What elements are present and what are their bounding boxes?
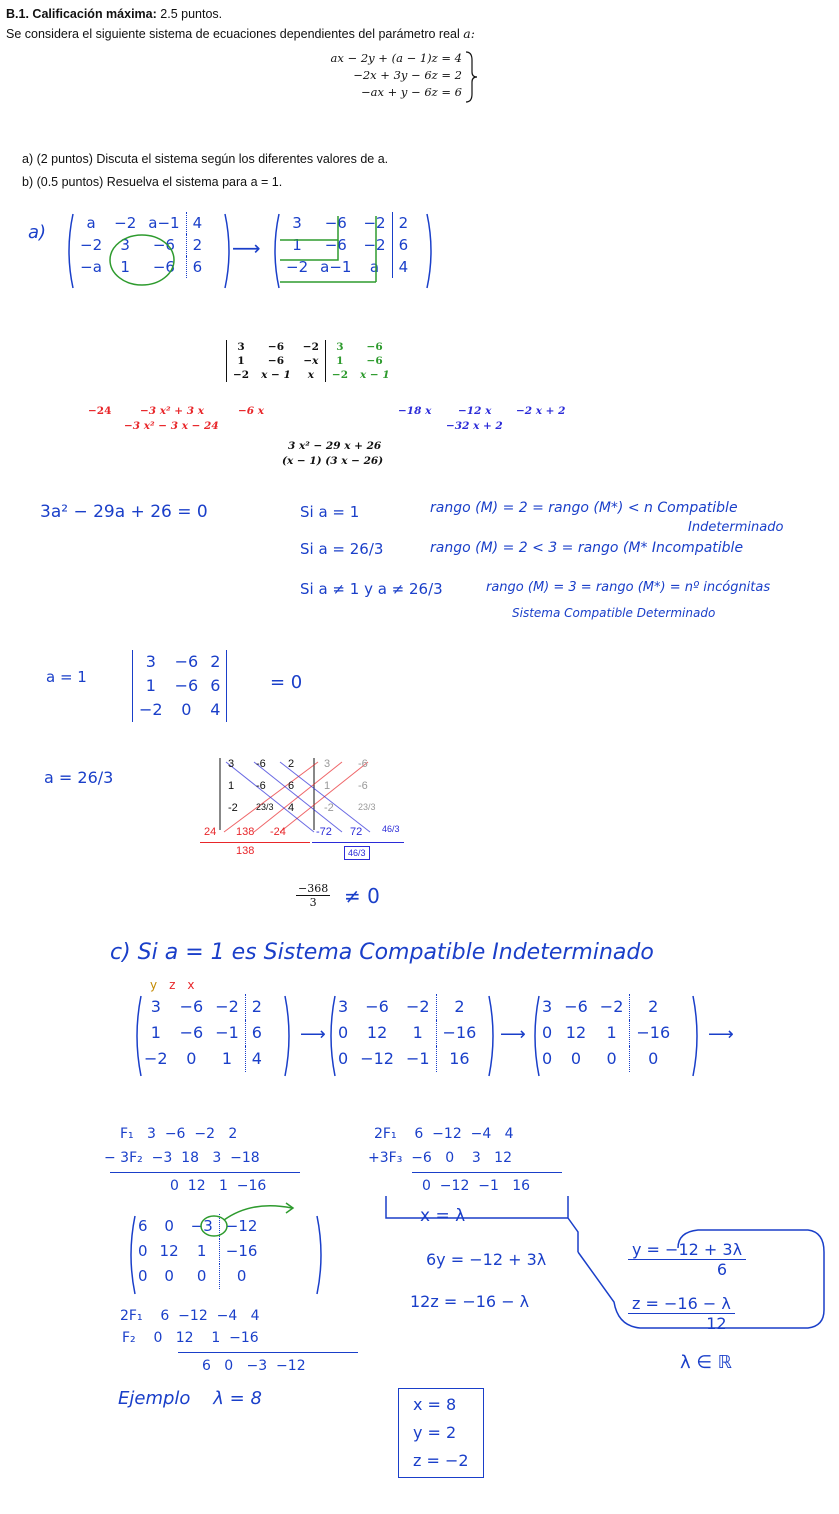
red-term-2: −3 x² + 3 x bbox=[140, 405, 204, 417]
c-arrow-2: ⟶ bbox=[500, 1024, 526, 1045]
sol-z: z = −16 − λ 12 bbox=[628, 1294, 735, 1333]
op3-line1: 2F₁ 6 −12 −4 4 bbox=[120, 1308, 260, 1324]
blue-total: 46/3 bbox=[344, 846, 370, 860]
blue-sum: −32 x + 2 bbox=[446, 420, 503, 432]
part-b-statement: b) (0.5 puntos) Resuelva el sistema para a = 1. bbox=[22, 175, 283, 189]
op2-result: 0 −12 −1 16 bbox=[422, 1178, 531, 1194]
det-a263-relation: ≠ 0 bbox=[344, 884, 380, 908]
column-labels: yzx bbox=[150, 978, 207, 992]
transform-arrow: ⟶ bbox=[232, 236, 261, 260]
system-brace bbox=[464, 50, 480, 104]
equation-2: −2x + 3y − 6z = 2 bbox=[353, 68, 462, 82]
det-equation: 3a² − 29a + 26 = 0 bbox=[40, 502, 208, 522]
op3-line2: F₂ 0 12 1 −16 bbox=[122, 1330, 259, 1346]
sol-x: x = λ bbox=[420, 1206, 466, 1226]
green-minor-box bbox=[278, 214, 388, 286]
augmented-matrix-1: a −2 a−1 4 −2 3 −6 2 −a 1 −6 6 bbox=[70, 212, 208, 278]
c-matrix-b: 3 −6 −2 2 0 12 1 −16 0 −12 −1 16 bbox=[332, 994, 482, 1072]
op3-result: 6 0 −3 −12 bbox=[202, 1358, 306, 1374]
equation-3: −ax + y − 6z = 6 bbox=[360, 85, 462, 99]
det-a1: 3 −6 2 1 −6 6 −2 0 4 bbox=[132, 650, 227, 722]
case-3-text-2: Sistema Compatible Determinado bbox=[512, 606, 716, 620]
case-3-text: rango (M) = 3 = rango (M*) = nº incógnitas bbox=[486, 580, 771, 595]
case-1-text: rango (M) = 2 = rango (M*) < n Compatible bbox=[430, 500, 738, 516]
blue-val-1: -72 bbox=[316, 826, 332, 838]
op1-line1: F₁ 3 −6 −2 2 bbox=[120, 1126, 238, 1142]
case-1-text-2: Indeterminado bbox=[688, 520, 784, 535]
sarrus-determinant: 3 −6 −2 3 −6 1 −6 −x 1 −6 −2 x − 1 x −2 x − 1 bbox=[226, 340, 396, 382]
det-a1-result: = 0 bbox=[270, 672, 303, 693]
op3-rule bbox=[178, 1352, 358, 1353]
sol-param: λ ∈ ℝ bbox=[680, 1352, 733, 1373]
red-sum: −3 x² − 3 x − 24 bbox=[124, 420, 219, 432]
op2-rule bbox=[412, 1172, 562, 1173]
case-2-condition: Si a = 26/3 bbox=[300, 540, 384, 558]
c-arrow-3: ⟶ bbox=[708, 1024, 734, 1045]
red-total: 138 bbox=[236, 845, 255, 857]
blue-rule bbox=[312, 842, 404, 843]
det-a263-value: −368 3 bbox=[298, 882, 329, 909]
det-a263-grid: 3 -6 2 3 -6 1 -6 6 1 -6 -2 23/3 4 -2 23/3 bbox=[218, 758, 408, 838]
red-term-1: −24 bbox=[88, 405, 112, 417]
red-val-2: 138 bbox=[236, 826, 255, 838]
minor-circle bbox=[108, 232, 178, 290]
example-label: Ejemplo λ = 8 bbox=[118, 1388, 262, 1409]
part-a-statement: a) (2 puntos) Discuta el sistema según los diferentes valores de a. bbox=[22, 152, 389, 166]
problem-number: B.1. bbox=[6, 7, 29, 21]
example-box: x = 8 y = 2 z = −2 bbox=[398, 1388, 484, 1478]
blue-val-3: 46/3 bbox=[382, 824, 400, 834]
part-c-heading: c) Si a = 1 es Sistema Compatible Indeterminado bbox=[110, 940, 654, 965]
det-a263-label: a = 26/3 bbox=[44, 768, 114, 787]
det-a1-label: a = 1 bbox=[46, 668, 87, 686]
op1-line2: − 3F₂ −3 18 3 −18 bbox=[104, 1150, 260, 1166]
det-factored: (x − 1) (3 x − 26) bbox=[282, 455, 384, 467]
blue-term-2: −12 x bbox=[458, 405, 492, 417]
red-val-1: 24 bbox=[204, 826, 217, 838]
c-matrix-d: 6 0 −3 −12 0 12 1 −16 0 0 0 0 bbox=[132, 1214, 263, 1289]
c-matrix-c: 3 −6 −2 2 0 12 1 −16 0 0 0 0 bbox=[536, 994, 676, 1072]
case-3-condition: Si a ≠ 1 y a ≠ 26/3 bbox=[300, 580, 443, 598]
op1-result: 0 12 1 −16 bbox=[170, 1178, 267, 1194]
sol-y: y = −12 + 3λ 6 bbox=[628, 1240, 746, 1279]
problem-intro: Se considera el siguiente sistema de ecuaciones dependientes del parámetro real a: bbox=[6, 26, 475, 41]
grade-label: Calificación máxima: bbox=[32, 7, 157, 21]
case-2-text: rango (M) = 2 < 3 = rango (M* Incompatible bbox=[430, 540, 744, 556]
pivot-arrow bbox=[192, 1200, 312, 1240]
problem-header bbox=[6, 6, 222, 22]
sol-12z: 12z = −16 − λ bbox=[410, 1292, 530, 1311]
blue-term-3: −2 x + 2 bbox=[516, 405, 566, 417]
hand-label-a: a) bbox=[28, 222, 47, 243]
op2-line1: 2F₁ 6 −12 −4 4 bbox=[374, 1126, 514, 1142]
augmented-matrix-2: 3 −6 −2 2 1 −6 −2 6 −2 a−1 a 4 bbox=[276, 212, 414, 278]
blue-val-2: 72 bbox=[350, 826, 363, 838]
grade-value: 2.5 puntos. bbox=[160, 7, 223, 21]
sol-6y: 6y = −12 + 3λ bbox=[426, 1250, 547, 1269]
case-1-condition: Si a = 1 bbox=[300, 503, 360, 521]
det-polynomial: 3 x² − 29 x + 26 bbox=[288, 440, 382, 452]
blue-term-1: −18 x bbox=[398, 405, 432, 417]
op2-line2: +3F₃ −6 0 3 12 bbox=[368, 1150, 512, 1166]
equation-system bbox=[282, 50, 462, 101]
equation-1: ax − 2y + (a − 1)z = 4 bbox=[330, 51, 462, 65]
red-val-3: -24 bbox=[270, 826, 286, 838]
c-matrix-a: 3 −6 −2 2 1 −6 −1 6 −2 0 1 4 bbox=[138, 994, 268, 1072]
red-rule bbox=[200, 842, 310, 843]
c-arrow-1: ⟶ bbox=[300, 1024, 326, 1045]
op1-rule bbox=[110, 1172, 300, 1173]
red-term-3: −6 x bbox=[238, 405, 265, 417]
